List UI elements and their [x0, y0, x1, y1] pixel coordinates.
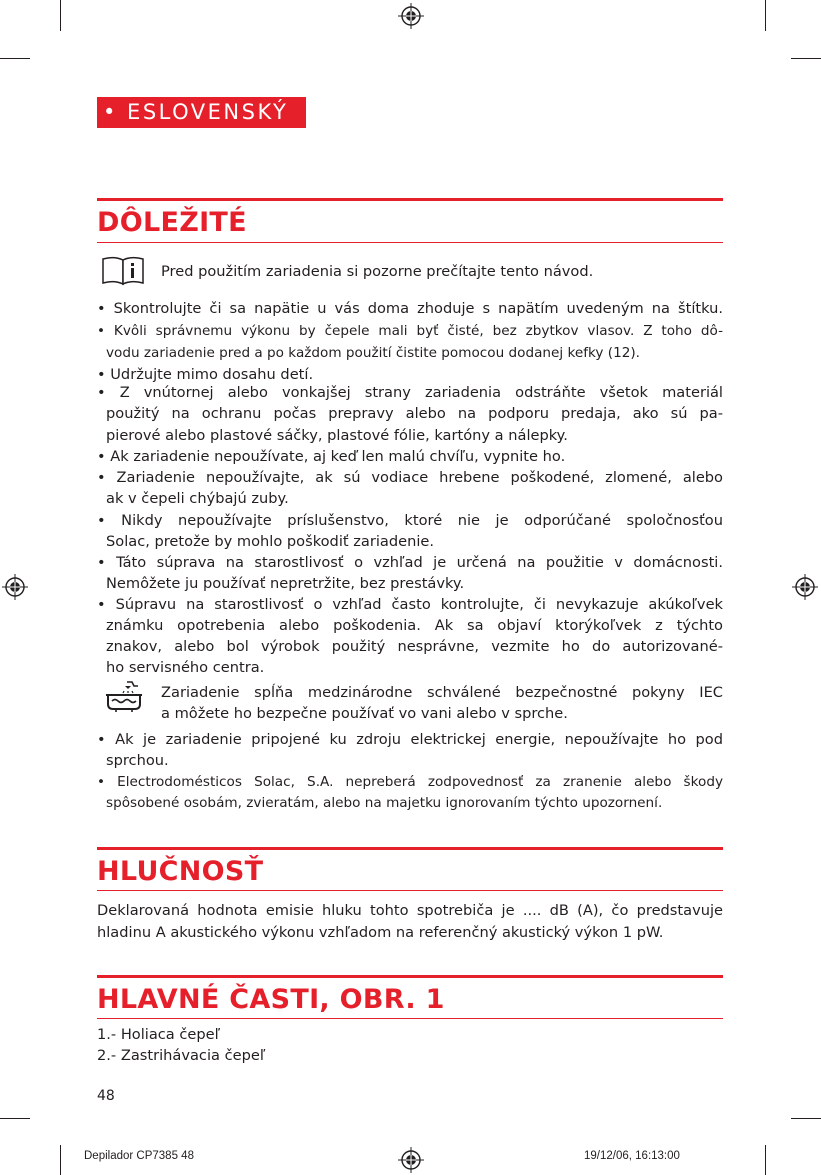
body-line: znakov, alebo bol výrobok použitý nesprávne, vezmite ho do autorizované-: [106, 638, 723, 655]
body-line: pierové alebo plastové sáčky, plastové fólie, kartóny a nálepky.: [106, 427, 568, 444]
section-title-parts: HLAVNÉ ČASTI, OBR. 1: [97, 984, 445, 1015]
body-line: • Skontrolujte či sa napätie u vás doma zhoduje s napätím uvedeným na štítku.: [97, 300, 723, 317]
section-title-noise: HLUČNOSŤ: [97, 856, 264, 887]
body-line: • Súpravu na starostlivosť o vzhľad často kontrolujte, či nevykazuje akúkoľvek: [97, 596, 723, 613]
language-tag: • ESLOVENSKÝ: [97, 97, 306, 128]
body-line: • Kvôli správnemu výkonu by čepele mali byť čisté, bez zbytkov vlasov. Z toho dô-: [97, 323, 723, 339]
crop-mark: [791, 58, 821, 59]
crop-mark: [0, 1118, 30, 1119]
parts-list-item: 1.- Holiaca čepeľ: [97, 1026, 221, 1043]
body-line: • Udržujte mimo dosahu detí.: [97, 366, 314, 383]
crop-mark: [60, 1145, 61, 1175]
section-rule-bottom: [97, 1018, 723, 1019]
noise-line: hladinu A akustického výkonu vzhľadom na referenčný akustický výkon 1 pW.: [97, 924, 664, 941]
registration-mark-icon: [398, 3, 424, 29]
section-rule-top: [97, 198, 723, 201]
body-line: Nemôžete ju používať nepretržite, bez prestávky.: [106, 575, 465, 592]
body-line: • Nikdy nepoužívajte príslušenstvo, ktoré nie je odporúčané spoločnosťou: [97, 512, 723, 529]
noise-line: Deklarovaná hodnota emisie hluku tohto spotrebiča je .... dB (A), čo predstavuje: [97, 902, 723, 919]
footer-datetime: 19/12/06, 16:13:00: [584, 1150, 680, 1162]
body-line: • Z vnútornej alebo vonkajšej strany zariadenia odstráňte všetok materiál: [97, 384, 723, 401]
body-line: Solac, pretože by mohlo poškodiť zariadenie.: [106, 533, 434, 550]
bath-note-line: a môžete ho bezpečne používať vo vani alebo v sprche.: [161, 705, 568, 722]
body-line: vodu zariadenie pred a po každom použití čistite pomocou dodanej kefky (12).: [106, 345, 640, 361]
bath-note-line: Zariadenie spĺňa medzinárodne schválené bezpečnostné pokyny IEC: [161, 684, 723, 701]
crop-mark: [60, 0, 61, 31]
section-rule-top: [97, 975, 723, 978]
body-line: • Táto súprava na starostlivosť o vzhľad je určená na použitie v domácnosti.: [97, 554, 723, 571]
intro-text: Pred použitím zariadenia si pozorne prečítajte tento návod.: [161, 263, 594, 280]
body-line: • Electrodomésticos Solac, S.A. nepreberá zodpovednosť za zranenie alebo škody: [97, 774, 723, 790]
body-line: • Ak je zariadenie pripojené ku zdroju elektrickej energie, nepoužívajte ho pod: [97, 731, 723, 748]
body-line: ak v čepeli chýbajú zuby.: [106, 490, 289, 507]
body-line: použitý na ochranu počas prepravy alebo na podporu predaja, ako sú pa-: [106, 405, 723, 422]
body-line: sprchou.: [106, 752, 169, 769]
body-line: • Zariadenie nepoužívajte, ak sú vodiace hrebene poškodené, zlomené, alebo: [97, 469, 723, 486]
bath-shower-icon: [104, 680, 144, 714]
section-rule-top: [97, 847, 723, 850]
body-line: známku opotrebenia alebo poškodenia. Ak sa objaví ktorýkoľvek z týchto: [106, 617, 723, 634]
crop-mark: [765, 0, 766, 31]
footer-file-slug: Depilador CP7385 48: [84, 1150, 194, 1162]
crop-mark: [791, 1118, 821, 1119]
parts-list-item: 2.- Zastrihávacia čepeľ: [97, 1047, 266, 1064]
body-line: ho servisného centra.: [106, 659, 265, 676]
info-book-icon: [100, 255, 146, 287]
crop-mark: [0, 58, 30, 59]
body-line: • Ak zariadenie nepoužívate, aj keď len malú chvíľu, vypnite ho.: [97, 448, 566, 465]
section-rule-bottom: [97, 242, 723, 243]
registration-mark-icon: [2, 574, 28, 600]
section-title-important: DÔLEŽITÉ: [97, 207, 247, 238]
registration-mark-icon: [398, 1147, 424, 1173]
crop-mark: [765, 1145, 766, 1175]
page-number: 48: [97, 1088, 115, 1104]
section-rule-bottom: [97, 890, 723, 891]
registration-mark-icon: [792, 574, 818, 600]
body-line: spôsobené osobám, zvieratám, alebo na majetku ignorovaním týchto upozornení.: [106, 795, 663, 811]
